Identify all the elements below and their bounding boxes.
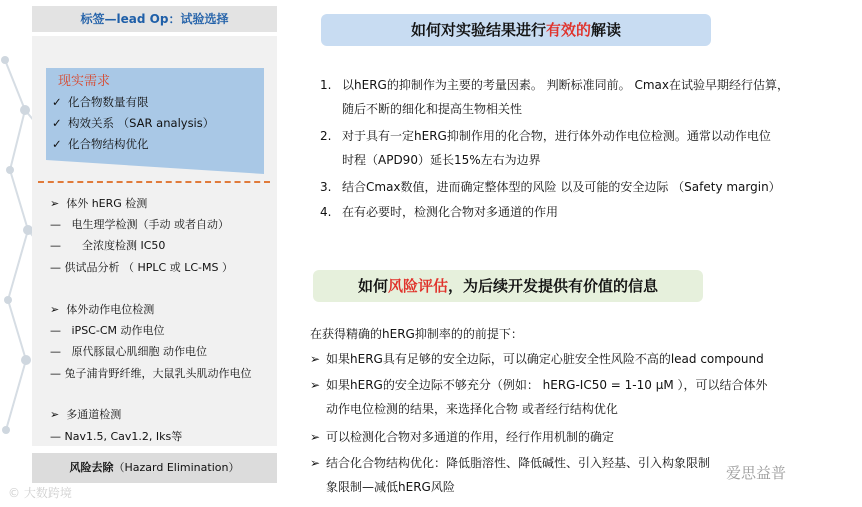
list-item: — 供试品分析 （ HPLC 或 LC-MS ） [50,261,233,274]
arrow-icon: ➢ [50,303,60,316]
list-item: — 电生理学检测（手动 或者自动） [50,218,229,231]
group-title: ➢ 体外动作电位检测 [50,303,155,316]
check-icon: ✓ [52,116,62,130]
dash-icon: — [50,261,61,274]
check-icon: ✓ [52,137,62,151]
hazard-elimination-bar: 风险去除（Hazard Elimination） [32,453,277,483]
divider [38,181,270,183]
arrow-icon: ➢ [50,408,60,421]
arrow-icon: ➢ [310,378,321,392]
reality-item: ✓ 构效关系 （SAR analysis） [52,116,215,130]
section2-heading: 如何风险评估，为后续开发提供有价值的信息 [313,270,703,302]
reality-item: ✓ 化合物数量有限 [52,95,149,109]
check-icon: ✓ [52,95,62,109]
reality-needs-title: 现实需求 [58,74,111,89]
list-item: — 全浓度检测 IC50 [50,239,166,252]
dash-icon: — [50,430,61,443]
section1-heading: 如何对实验结果进行有效的解读 [321,14,711,46]
arrow-icon: ➢ [50,197,60,210]
watermark-right: 爱思益普 [726,464,787,482]
arrow-icon: ➢ [310,352,321,366]
reality-item: ✓ 化合物结构优化 [52,137,149,151]
list-item: — Nav1.5, Cav1.2, Iks等 [50,430,183,443]
arrow-icon: ➢ [310,430,321,444]
dash-icon: — [50,324,61,337]
dash-icon: — [50,345,61,358]
list-item: — 原代豚鼠心肌细胞 动作电位 [50,345,207,358]
group-title: ➢ 体外 hERG 检测 [50,197,148,210]
arrow-icon: ➢ [310,456,321,470]
list-item: — 兔子浦肯野纤维，大鼠乳头肌动作电位 [50,367,252,380]
list-item: — iPSC-CM 动作电位 [50,324,165,337]
left-header: 标签—lead Op：试验选择 [32,6,277,32]
watermark-left: © 大数跨境 [8,486,72,500]
dash-icon: — [50,218,61,231]
section2-intro: 在获得精确的hERG抑制率的的前提下： [310,327,523,341]
dash-icon: — [50,239,61,252]
dash-icon: — [50,367,61,380]
group-title: ➢ 多通道检测 [50,408,122,421]
